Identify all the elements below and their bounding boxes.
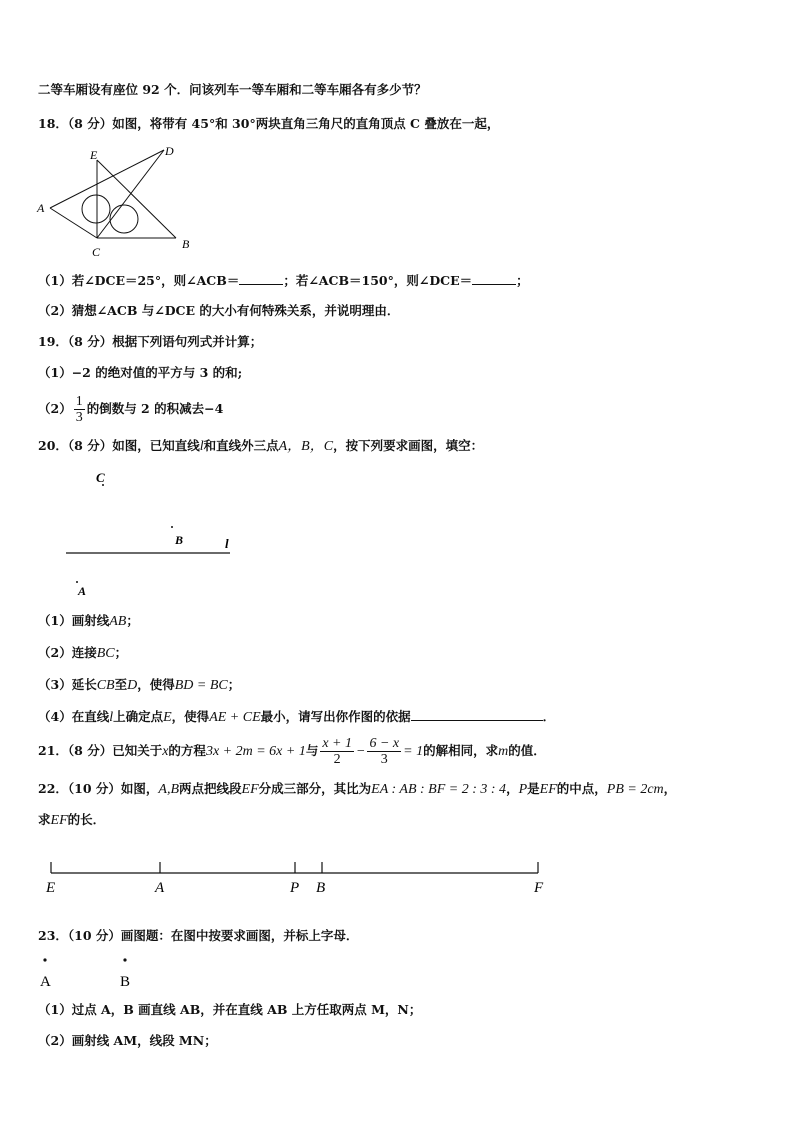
q17-continuation: 二等车厢设有座位 92 个．问该列车一等车厢和二等车厢各有多少节？: [38, 82, 427, 97]
q18-part1-b: ；若∠ACB＝150°，则∠DCE＝: [283, 273, 473, 288]
math-m: m: [498, 744, 509, 759]
math-d: D: [127, 678, 138, 693]
math-x: x: [162, 744, 169, 759]
q20-part4-e: ．: [542, 709, 556, 724]
q19-part2: [38, 394, 223, 425]
q20-stem-a: 20．（8 分）如图，已知直线: [38, 438, 200, 453]
q22-a: 22．（10 分）如图，: [38, 781, 159, 796]
label-P: P: [290, 880, 300, 896]
q19-part2-label: （2）: [38, 401, 72, 416]
fraction-6-minus-x-over-3: [367, 736, 401, 767]
q22-h: 求: [38, 812, 51, 827]
q18-part1: [38, 272, 529, 289]
q18-part2: （2）猜想∠ACB 与∠DCE 的大小有何特殊关系，并说明理由．: [38, 303, 400, 318]
label-D: D: [165, 144, 174, 158]
q20-part2-b: ；: [114, 645, 128, 660]
q20-part2-a: （2）连接: [38, 645, 97, 660]
label-B: B: [316, 880, 326, 896]
q20-part1-b: ；: [126, 613, 139, 628]
q22-c: 分成三部分，其比为: [258, 781, 372, 796]
label-E: E: [90, 148, 98, 162]
math-equals-one: = 1: [403, 744, 424, 759]
math-ef: EF: [50, 813, 68, 828]
fraction-denominator: 3: [380, 752, 388, 767]
label-B: B: [182, 237, 190, 251]
q18-part1-c: ；: [516, 273, 529, 288]
q23-part1: （1）过点 A，B 画直线 AB，并在直线 AB 上方任取两点 M，N；: [38, 1002, 422, 1017]
label-C: C: [96, 470, 105, 485]
q20-part3-b: 至: [114, 677, 128, 692]
fraction-x-plus-1-over-2: [320, 736, 354, 767]
q18-figure: [34, 140, 204, 260]
label-C: C: [92, 245, 101, 259]
q23-figure: [36, 952, 156, 994]
q20-part3-d: ；: [227, 677, 241, 692]
q21-d: 的解相同，求: [423, 743, 499, 758]
label-A: A: [78, 584, 87, 598]
q21-b: 的方程: [168, 743, 206, 758]
math-l: l: [199, 439, 204, 454]
fraction-denominator: 2: [333, 752, 341, 767]
answer-blank-dce[interactable]: [472, 272, 516, 285]
fraction-one-third: [74, 394, 85, 425]
math-minus: −: [356, 744, 366, 759]
q23-stem: 23．（10 分）画图题：在图中按要求画图，并标上字母．: [38, 928, 359, 943]
math-cb: CB: [96, 678, 115, 693]
math-bc: BC: [96, 646, 115, 661]
math-ratio: EA : AB : BF = 2 : 3 : 4: [371, 782, 507, 797]
q20-stem: [38, 438, 483, 455]
q20-figure: [60, 465, 260, 605]
q22-stem-2: [38, 812, 105, 829]
q20-part3-a: （3）延长: [38, 677, 97, 692]
label-A: A: [155, 880, 165, 896]
q23-part2: （2）画射线 AM，线段 MN；: [38, 1033, 217, 1048]
q21-c: 与: [305, 743, 319, 758]
math-l: l: [109, 710, 114, 725]
answer-blank-basis[interactable]: [411, 708, 543, 721]
q20-part4: [38, 708, 555, 726]
math-points: A，B，C: [278, 439, 334, 454]
q20-stem-b: 和直线外三点: [203, 438, 279, 453]
math-ab: AB: [109, 614, 127, 629]
label-A: A: [40, 974, 51, 990]
math-p: P: [518, 782, 528, 797]
math-bd-eq-bc: BD = BC: [174, 678, 228, 693]
math-ef: EF: [539, 782, 557, 797]
label-E: E: [46, 880, 56, 896]
q20-part3-c: ，使得: [137, 677, 175, 692]
q22-d: ，: [506, 781, 519, 796]
label-A: A: [37, 201, 45, 215]
q20-part1: [38, 613, 139, 630]
q22-b: 两点把线段: [179, 781, 242, 796]
fraction-numerator: x + 1: [322, 736, 353, 751]
q22-f: 的中点，: [556, 781, 607, 796]
q21-stem: [38, 736, 546, 767]
q18-part1-a: （1）若∠DCE＝25°，则∠ACB＝: [38, 273, 240, 288]
q20-stem-c: ，按下列要求画图，填空：: [333, 438, 484, 453]
q19-part2-text: 的倒数与 2 的积减去−4: [86, 401, 224, 416]
label-F: F: [534, 880, 544, 896]
q20-part2: [38, 645, 127, 662]
math-e: E: [163, 710, 172, 725]
answer-blank-acb[interactable]: [239, 272, 283, 285]
q20-part4-b: 上确定点: [113, 709, 164, 724]
math-a-b: A,B: [158, 782, 180, 797]
math-pb: PB = 2cm: [606, 782, 664, 797]
q20-part4-d: 最小，请写出你作图的依据: [260, 709, 411, 724]
q22-figure: [40, 855, 560, 900]
q20-part1-a: （1）画射线: [38, 613, 110, 628]
q21-a: 21．（8 分）已知关于: [38, 743, 163, 758]
q21-e: 的值．: [508, 743, 546, 758]
label-B: B: [120, 974, 131, 990]
q19-part1: （1）−2 的绝对值的平方与 3 的和;: [38, 365, 243, 380]
q19-stem: 19．（8 分）根据下列语句列式并计算；: [38, 334, 263, 349]
math-ae-plus-ce: AE + CE: [209, 710, 261, 725]
q22-stem: [38, 781, 676, 798]
q20-part4-a: （4）在直线: [38, 709, 110, 724]
q20-part3: [38, 677, 240, 694]
q18-stem: 18．（8 分）如图，将带有 45°和 30°两块直角三角尺的直角顶点 C 叠放在一起，: [38, 116, 500, 131]
fraction-numerator: 6 − x: [369, 736, 400, 751]
label-B: B: [175, 533, 184, 547]
math-equation-1: 3x + 2m = 6x + 1: [205, 744, 306, 759]
q22-i: 的长．: [67, 812, 106, 827]
q20-part4-c: ，使得: [171, 709, 210, 724]
fraction-denominator: 3: [75, 410, 83, 425]
q22-g: ，: [663, 781, 677, 796]
q22-e: 是: [527, 781, 540, 796]
math-ef: EF: [241, 782, 259, 797]
label-l: l: [225, 536, 229, 551]
fraction-numerator: 1: [75, 394, 83, 409]
